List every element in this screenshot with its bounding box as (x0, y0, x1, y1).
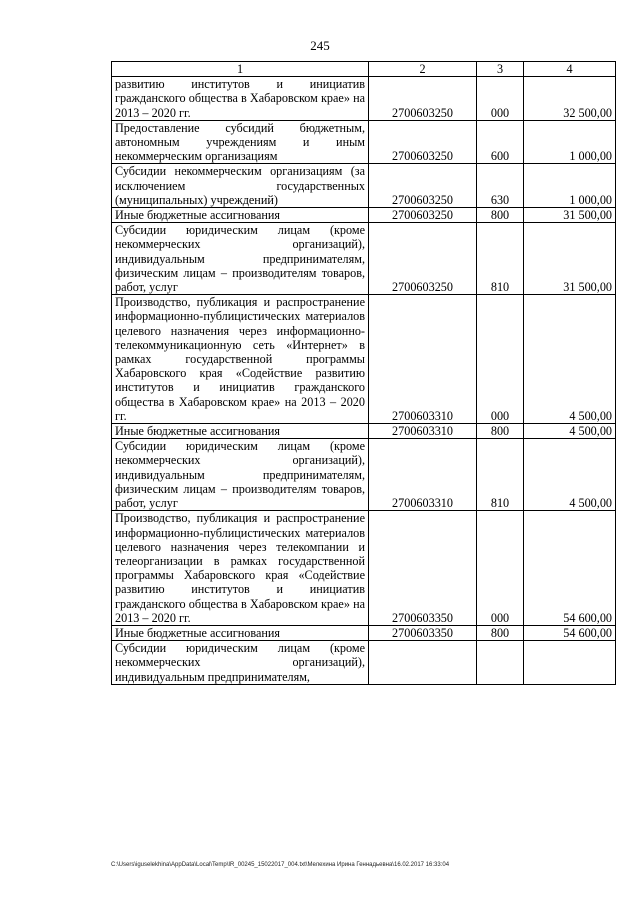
row-kind: 810 (477, 439, 524, 511)
row-kind: 800 (477, 625, 524, 640)
column-header: 2 (369, 62, 477, 77)
table-header-row (112, 62, 616, 77)
row-kind: 000 (477, 511, 524, 626)
row-code: 2700603250 (369, 77, 477, 121)
row-code: 2700603310 (369, 439, 477, 511)
row-amount: 32 500,00 (524, 77, 616, 121)
column-header: 1 (112, 62, 369, 77)
row-kind: 800 (477, 424, 524, 439)
row-code: 2700603310 (369, 424, 477, 439)
row-name: Субсидии некоммерческим организациям (за исключением государственных (муниципальных) учреждений) (112, 164, 369, 208)
row-code: 2700603250 (369, 223, 477, 295)
table-row (112, 511, 616, 626)
table-row (112, 439, 616, 511)
row-name: Иные бюджетные ассигнования (112, 208, 369, 223)
row-amount: 54 600,00 (524, 625, 616, 640)
row-amount: 1 000,00 (524, 164, 616, 208)
row-name: Производство, публикация и распространение информационно-публицистических материалов целевого назначения через телекомпании и телеорганизации в рамках государственной программы Хабаровского края «Содействие развитию институтов и инициатив гражданского общества в Хабаровском крае» на 2013 – 2020 гг. (112, 511, 369, 626)
row-code: 2700603350 (369, 511, 477, 626)
row-code: 2700603250 (369, 164, 477, 208)
column-header: 3 (477, 62, 524, 77)
table-row (112, 77, 616, 121)
row-name: Иные бюджетные ассигнования (112, 424, 369, 439)
row-amount: 1 000,00 (524, 120, 616, 164)
table-row (112, 208, 616, 223)
row-code (369, 641, 477, 685)
row-kind: 810 (477, 223, 524, 295)
table-row (112, 164, 616, 208)
column-header: 4 (524, 62, 616, 77)
row-amount: 4 500,00 (524, 295, 616, 424)
table-row (112, 424, 616, 439)
row-amount: 31 500,00 (524, 208, 616, 223)
row-kind: 600 (477, 120, 524, 164)
row-amount: 31 500,00 (524, 223, 616, 295)
row-code: 2700603310 (369, 295, 477, 424)
row-name: Производство, публикация и распространение информационно-публицистических материалов целевого назначения через информационно-телекоммуникационную сеть «Интернет» в рамках государственной программы Хабаровского края «Содействие развитию институтов и инициатив гражданского общества в Хабаровском крае» на 2013 – 2020 гг. (112, 295, 369, 424)
row-name: Иные бюджетные ассигнования (112, 625, 369, 640)
table-row (112, 120, 616, 164)
row-name: Субсидии юридическим лицам (кроме некоммерческих организаций), индивидуальным предпринимателям, физическим лицам – производителям товаров, работ, услуг (112, 223, 369, 295)
table-row (112, 295, 616, 424)
row-amount: 54 600,00 (524, 511, 616, 626)
row-amount (524, 641, 616, 685)
row-code: 2700603350 (369, 625, 477, 640)
row-name: Предоставление субсидий бюджетным, автономным учреждениям и иным некоммерческим организациям (112, 120, 369, 164)
row-kind: 800 (477, 208, 524, 223)
footer-file-path: C:\Users\iguselekhina\AppData\Local\Temp\IR_00245_15022017_004.txt\Мелехина Ирина Геннадьевна\16.02.2017 16:33:04 (111, 862, 450, 868)
row-name: развитию институтов и инициатив гражданского общества в Хабаровском крае» на 2013 – 2020 гг. (112, 77, 369, 121)
row-kind (477, 641, 524, 685)
table-row (112, 625, 616, 640)
row-kind: 000 (477, 77, 524, 121)
row-code: 2700603250 (369, 208, 477, 223)
table-row (112, 223, 616, 295)
row-kind: 630 (477, 164, 524, 208)
table-row (112, 641, 616, 685)
row-amount: 4 500,00 (524, 439, 616, 511)
row-kind: 000 (477, 295, 524, 424)
budget-table (111, 61, 616, 685)
row-name: Субсидии юридическим лицам (кроме некоммерческих организаций), индивидуальным предпринимателям, физическим лицам – производителям товаров, работ, услуг (112, 439, 369, 511)
row-name: Субсидии юридическим лицам (кроме некоммерческих организаций), индивидуальным предпринимателям, (112, 641, 369, 685)
row-code: 2700603250 (369, 120, 477, 164)
page-number: 245 (310, 38, 330, 53)
row-amount: 4 500,00 (524, 424, 616, 439)
